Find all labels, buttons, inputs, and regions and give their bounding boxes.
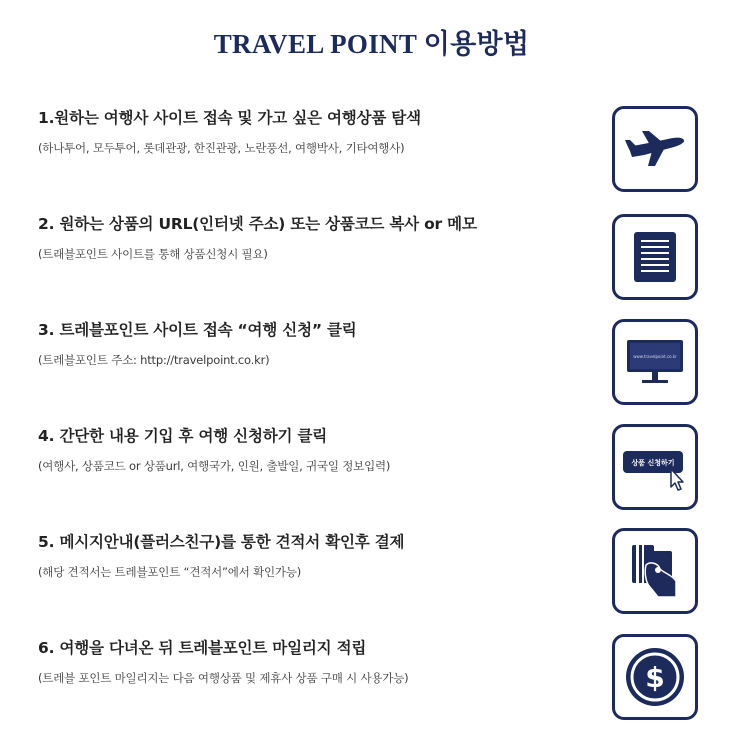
dollar-coin-icon	[612, 634, 698, 720]
step-3	[38, 318, 598, 368]
airplane-icon	[612, 106, 698, 192]
svg-text:$: $	[645, 661, 665, 694]
document-icon	[612, 214, 698, 300]
page-title: TRAVEL POINT 이용방법	[213, 29, 530, 59]
step-title: 5. 메시지안내(플러스친구)를 통한 견적서 확인후 결제	[38, 533, 405, 551]
step-2	[38, 212, 598, 262]
step-5	[38, 530, 598, 580]
step-4	[38, 424, 598, 474]
step-description: (하나투어, 모두투어, 롯데관광, 한진관광, 노란풍선, 여행박사, 기타여행사)	[38, 141, 405, 155]
step-description: (여행사, 상품코드 or 상품url, 여행국가, 인원, 출발일, 귀국일 정보입력)	[38, 459, 391, 473]
step-description: (해당 견적서는 트레블포인트 “견적서”에서 확인가능)	[38, 565, 301, 579]
step-description: (트레블포인트 주소: http://travelpoint.co.kr)	[38, 353, 270, 367]
step-title: 2. 원하는 상품의 URL(인터넷 주소) 또는 상품코드 복사 or 메모	[38, 215, 477, 233]
step-title: 4. 간단한 내용 기입 후 여행 신청하기 클릭	[38, 427, 328, 445]
step-description: (트래블포인트 사이트를 통해 상품신청시 필요)	[38, 247, 268, 261]
step-title: 3. 트레블포인트 사이트 접속 “여행 신청” 클릭	[38, 321, 357, 339]
card-payment-icon	[612, 528, 698, 614]
step-title: 1.원하는 여행사 사이트 접속 및 가고 싶은 여행상품 탐색	[38, 109, 421, 127]
step-6	[38, 636, 598, 686]
monitor-screen-url: www.travelpoint.co.kr	[633, 354, 677, 359]
monitor-icon	[612, 319, 698, 405]
step-description: (트레블 포인트 마일리지는 다음 여행상품 및 제휴사 상품 구매 시 사용가능)	[38, 671, 409, 685]
step-1	[38, 106, 598, 156]
apply-button-label: 상품 신청하기	[631, 459, 675, 467]
step-title: 6. 여행을 다녀온 뒤 트레블포인트 마일리지 적립	[38, 639, 367, 657]
apply-button-icon	[612, 424, 698, 510]
